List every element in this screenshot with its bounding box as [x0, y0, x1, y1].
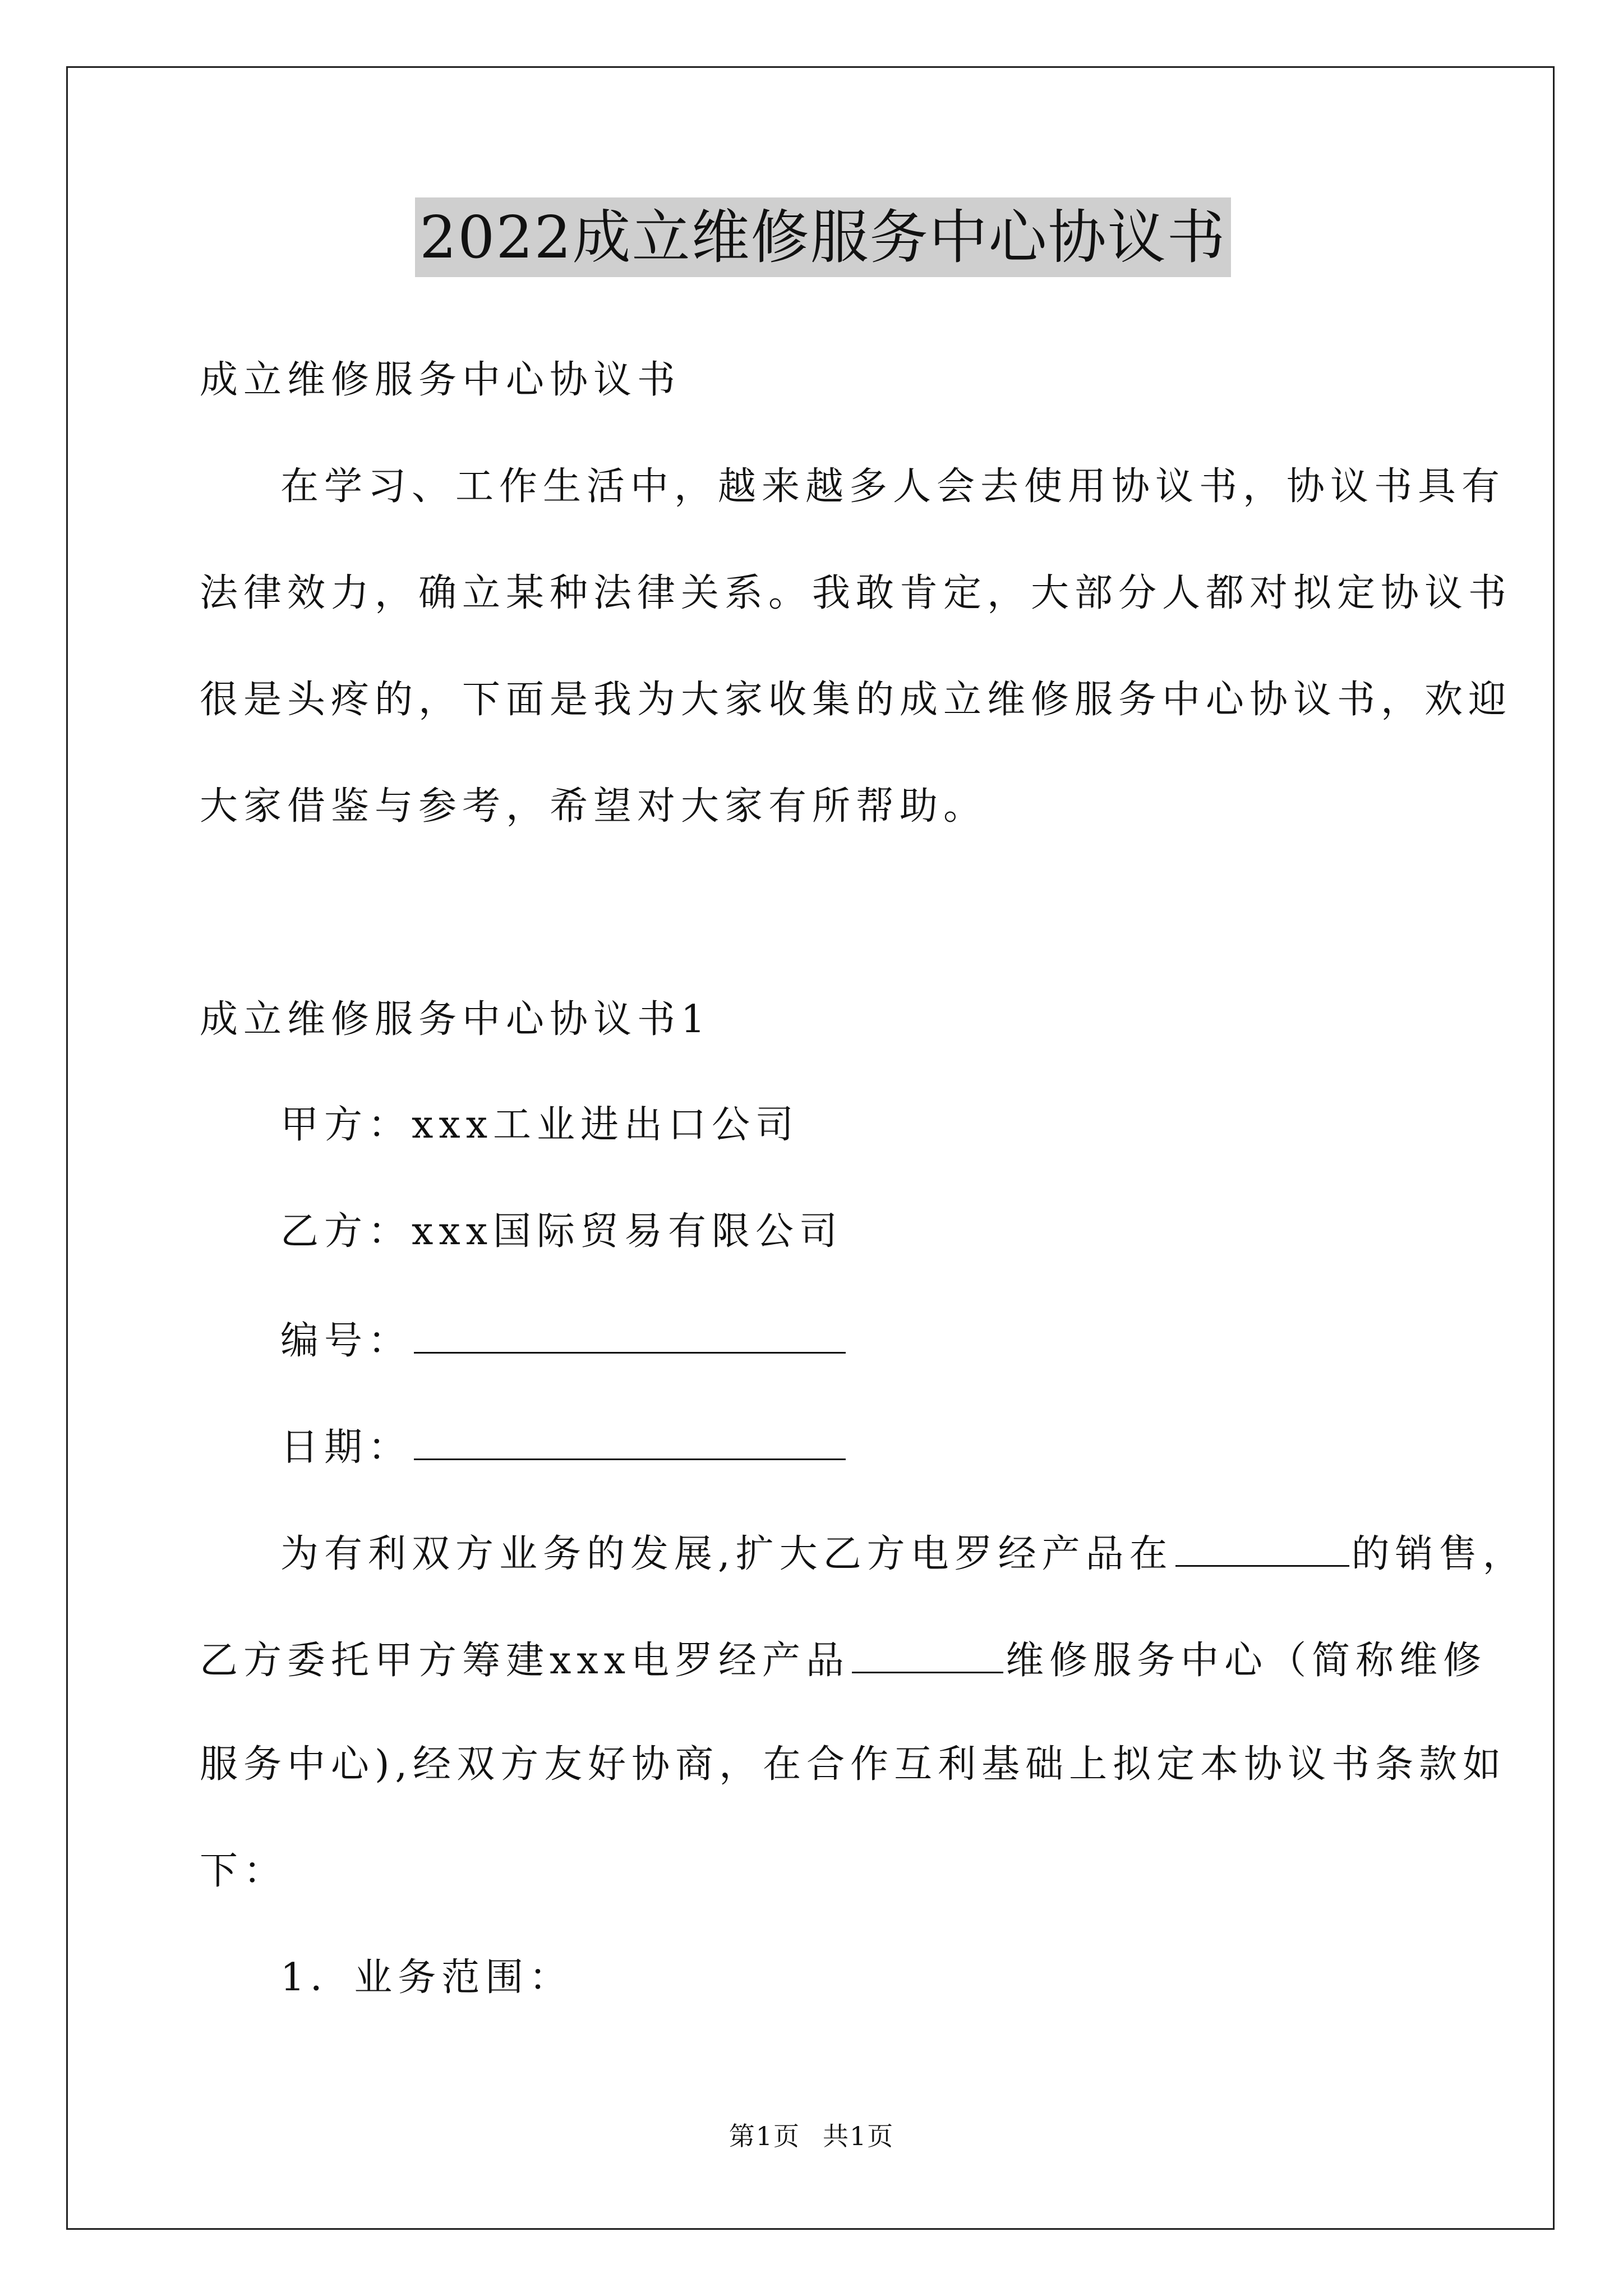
purpose-line-1-end: 的销售，: [1351, 1532, 1527, 1576]
number-label: 编号：: [280, 1319, 412, 1363]
number-blank: [414, 1316, 846, 1354]
number-row: [280, 1316, 848, 1364]
document-title: 2022成立维修服务中心协议书: [415, 197, 1231, 277]
party-b: 乙方：xxx国际贸易有限公司: [280, 1209, 843, 1254]
purpose-line-2: [200, 1636, 1487, 1683]
section-heading: 成立维修服务中心协议书1: [200, 997, 711, 1042]
purpose-line-3: 服务中心),经双方友好协商，在合作互利基础上拟定本协议书条款如: [200, 1742, 1507, 1787]
purpose-line-2-start: 乙方委托甲方筹建xxx电罗经产品: [200, 1639, 850, 1683]
date-blank: [414, 1423, 846, 1460]
clause-1-heading: 1．业务范围：: [280, 1955, 573, 2000]
purpose-line-1: [280, 1529, 1527, 1577]
date-row: [280, 1423, 848, 1470]
intro-line-4: 大家借鉴与参考，希望对大家有所帮助。: [200, 784, 988, 829]
page-number-current: 第1页: [728, 2121, 800, 2151]
date-label: 日期：: [280, 1425, 412, 1470]
market-blank: [1175, 1529, 1349, 1567]
purpose-line-4: 下：: [200, 1849, 288, 1893]
intro-line-3: 很是头疼的，下面是我为大家收集的成立维修服务中心协议书，欢迎: [200, 678, 1513, 722]
intro-line-2: 法律效力，确立某种法律关系。我敢肯定，大部分人都对拟定协议书: [200, 571, 1513, 615]
intro-line-1: 在学习、工作生活中，越来越多人会去使用协议书，协议书具有: [280, 464, 1506, 509]
page-number-total: 共1页: [823, 2121, 895, 2151]
location-blank: [852, 1636, 1003, 1673]
purpose-line-1-start: 为有利双方业务的发展,扩大乙方电罗经产品在: [280, 1532, 1173, 1576]
document-subtitle: 成立维修服务中心协议书: [200, 358, 681, 402]
party-a: 甲方：xxx工业进出口公司: [280, 1103, 800, 1147]
page-footer: [0, 2120, 1623, 2152]
purpose-line-2-end: 维修服务中心（简称维修: [1006, 1639, 1487, 1683]
